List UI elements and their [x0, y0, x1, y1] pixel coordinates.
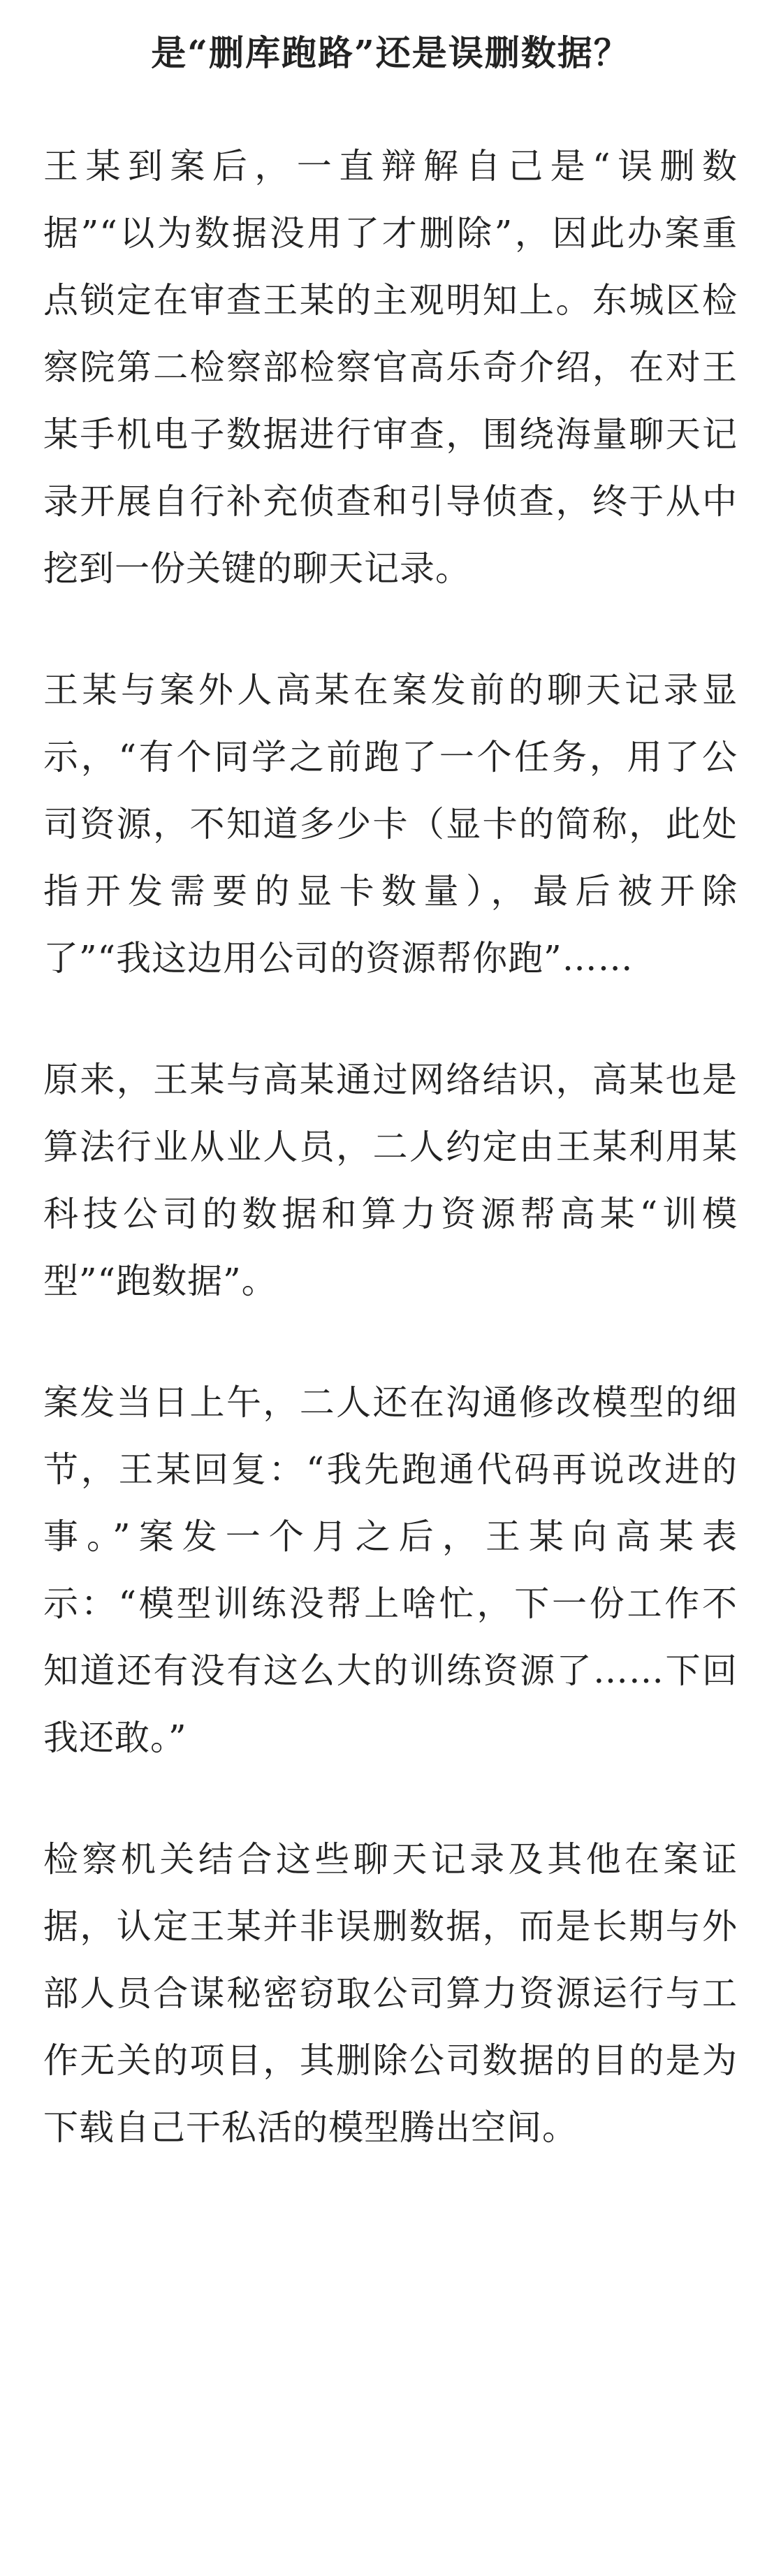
article-paragraph: 检察机关结合这些聊天记录及其他在案证据，认定王某并非误删数据，而是长期与外部人员合谋秘密窃取公司算力资源运行与工作无关的项目，其删除公司数据的目的是为下载自己干私活的模型腾出空间。	[43, 1839, 738, 2148]
article-paragraph: 王某到案后，一直辩解自己是“误删数据”“以为数据没用了才删除”，因此办案重点锁定在审查王某的主观明知上。东城区检察院第二检察部检察官高乐奇介绍，在对王某手机电子数据进行审查，围绕海量聊天记录开展自行补充侦查和引导侦查，终于从中挖到一份关键的聊天记录。	[43, 146, 738, 589]
article-paragraph: 原来，王某与高某通过网络结识，高某也是算法行业从业人员，二人约定由王某利用某科技公司的数据和算力资源帮高某“训模型”“跑数据”。	[43, 1060, 738, 1301]
article-paragraph: 王某与案外人高某在案发前的聊天记录显示，“有个同学之前跑了一个任务，用了公司资源，不知道多少卡（显卡的简称，此处指开发需要的显卡数量），最后被开除了”“我这边用公司的资源帮你跑”……	[43, 670, 738, 979]
article-title: 是“删库跑路”还是误删数据？	[151, 32, 630, 73]
article-paragraph: 案发当日上午，二人还在沟通修改模型的细节，王某回复：“我先跑通代码再说改进的事。”案发一个月之后，王某向高某表示：“模型训练没帮上啥忙，下一份工作不知道还有没有这么大的训练资源了……下回我还敢。”	[43, 1382, 738, 1758]
